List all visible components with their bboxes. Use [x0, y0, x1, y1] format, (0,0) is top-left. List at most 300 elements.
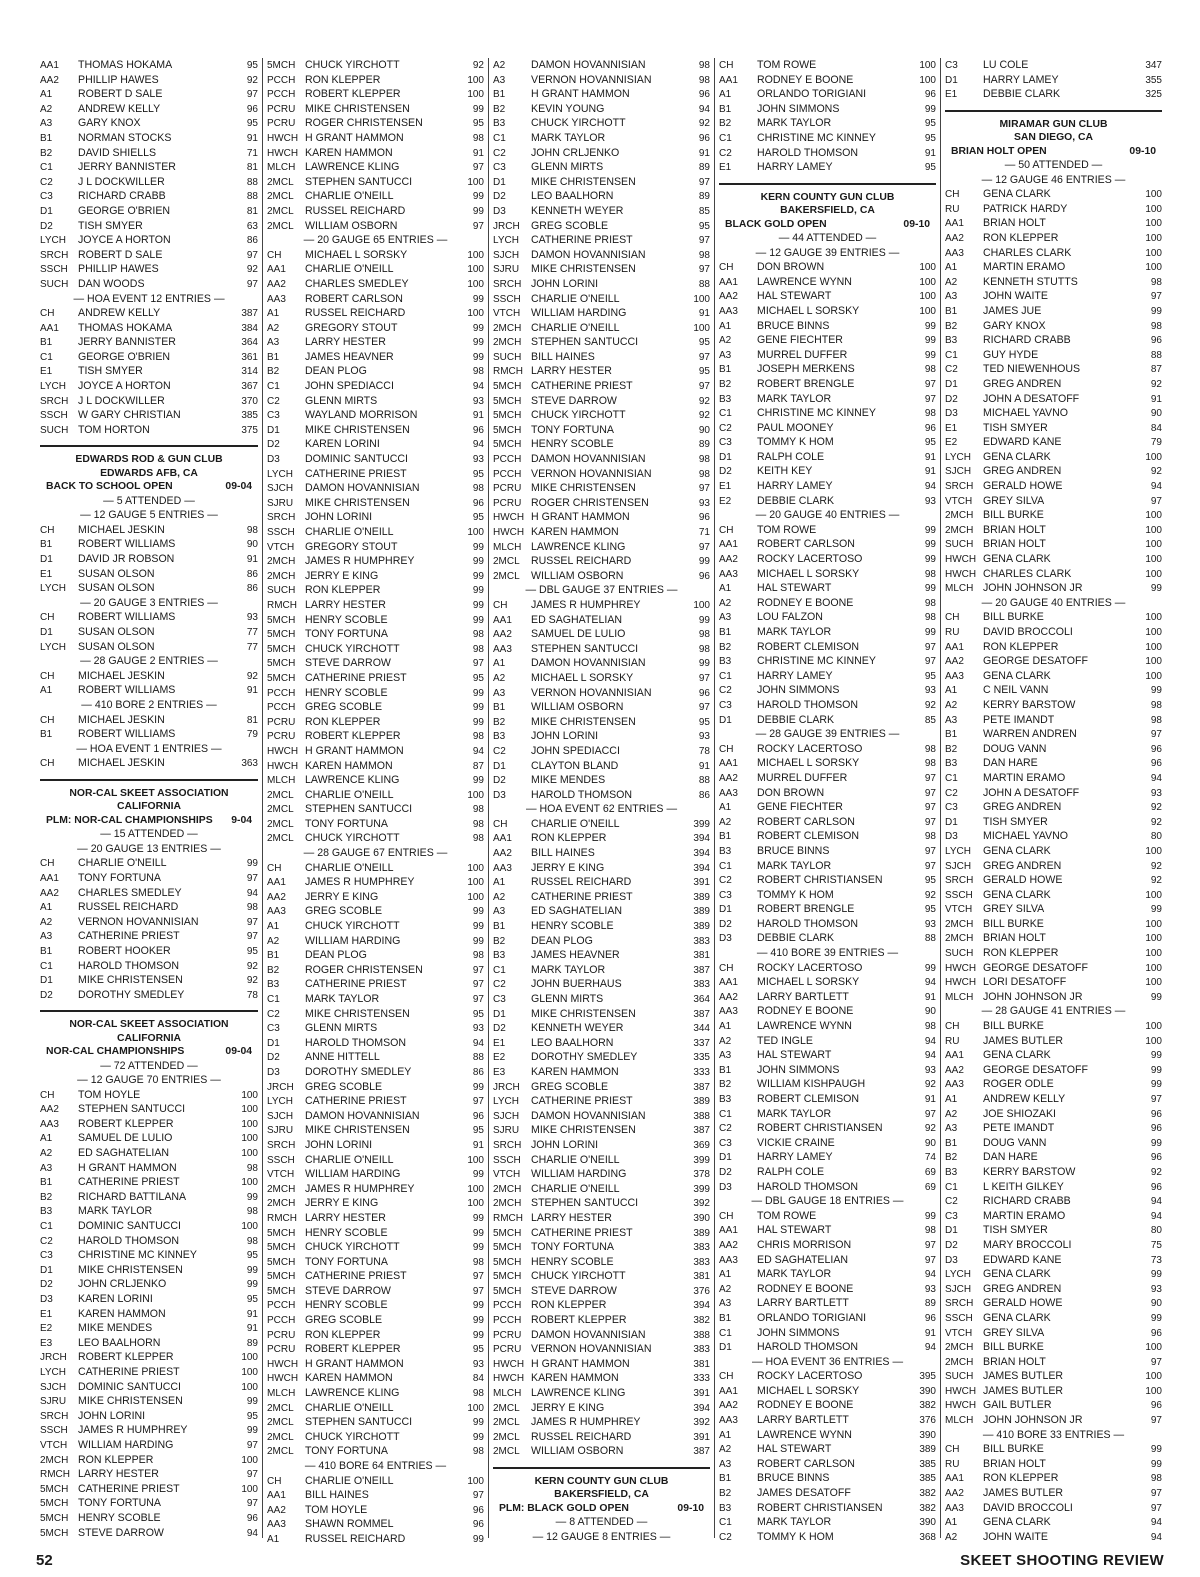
score: 100: [1145, 670, 1162, 682]
score: 97: [472, 979, 484, 991]
score: 100: [467, 249, 484, 261]
score: 99: [472, 1329, 484, 1341]
class-label: D1: [945, 74, 958, 86]
class-label: MLCH: [493, 1388, 522, 1400]
score: 387: [693, 1008, 710, 1020]
result-row: [267, 656, 484, 671]
class-label: CH: [719, 743, 734, 755]
class-label: SRCH: [40, 1410, 69, 1422]
score: 96: [1150, 1123, 1162, 1135]
result-row: [40, 1467, 258, 1482]
class-label: B2: [719, 641, 732, 653]
class-label: SRCH: [945, 481, 974, 493]
result-row: [267, 189, 484, 204]
score: 97: [472, 658, 484, 670]
class-label: A2: [719, 1444, 732, 1456]
shooter-name: STEVE DARROW: [531, 1284, 617, 1297]
result-row: [40, 1292, 258, 1307]
class-label: AA1: [945, 1473, 964, 1485]
score: 98: [472, 366, 484, 378]
shooter-name: RICHARD CRABB: [983, 334, 1071, 347]
class-label: C2: [493, 745, 506, 757]
result-row: [267, 306, 484, 321]
shooter-name: TOM ROWE: [757, 1209, 817, 1222]
result-row: [267, 642, 484, 657]
class-label: PCRU: [493, 483, 522, 495]
result-row: [719, 1326, 936, 1341]
score: 92: [1150, 802, 1162, 814]
shooter-name: KAREN LORINI: [78, 1293, 153, 1305]
shooter-name: JOHN SIMMONS: [757, 684, 840, 697]
score: 100: [467, 527, 484, 538]
shooter-name: JOHN BUERHAUS: [531, 978, 622, 991]
score: 100: [241, 1352, 258, 1364]
score: 100: [919, 291, 936, 303]
shooter-name: MARK TAYLOR: [531, 963, 606, 976]
score: 375: [241, 424, 258, 436]
result-row: [267, 992, 484, 1007]
result-row: [945, 1515, 1162, 1530]
score: 97: [698, 176, 710, 188]
class-label: VTCH: [267, 541, 295, 553]
result-row: [719, 1515, 936, 1530]
shooter-name: JAMES BUTLER: [983, 1487, 1064, 1500]
score: 100: [1145, 1035, 1162, 1047]
shooter-name: DEAN PLOG: [305, 949, 367, 962]
shooter-name: GENA CLARK: [983, 553, 1051, 566]
result-row: [719, 406, 936, 421]
event-section-heading: — 12 GAUGE 70 ENTRIES —: [77, 1074, 221, 1087]
shooter-name: JAMES BUTLER: [983, 1370, 1064, 1383]
shooter-name: MARTIN ERAMO: [983, 771, 1066, 784]
shooter-name: HENRY SCOBLE: [531, 920, 614, 933]
score: 92: [1150, 1166, 1162, 1178]
shooter-name: HENRY SCOBLE: [305, 1299, 388, 1312]
shooter-name: DAVID JR ROBSON: [78, 553, 175, 566]
shooter-name: RON KLEPPER: [305, 584, 381, 597]
result-row: [493, 656, 710, 671]
result-row: [945, 844, 1162, 859]
class-label: B1: [719, 103, 732, 115]
score: 100: [467, 89, 484, 101]
score: 99: [472, 614, 484, 626]
class-label: C3: [493, 162, 506, 174]
score: 100: [241, 1221, 258, 1233]
shooter-name: GEORGE DESATOFF: [983, 961, 1088, 974]
score: 92: [1150, 860, 1162, 872]
shooter-name: CHARLIE O'NEILL: [531, 292, 620, 305]
result-row: [493, 321, 710, 336]
shooter-name: DAMON HOVANNISIAN: [531, 1328, 646, 1341]
shooter-name: JOYCE A HORTON: [78, 234, 171, 247]
shooter-name: TISH SMYER: [983, 815, 1048, 828]
shoot-title-row: [719, 218, 936, 231]
score: 98: [924, 597, 936, 609]
score: 97: [472, 1096, 484, 1108]
shooter-name: MICHAEL YAVNO: [983, 407, 1068, 420]
shooter-name: ROBERT WILLIAMS: [78, 684, 176, 697]
shooter-name: VERNON HOVANNISIAN: [531, 467, 652, 480]
shooter-name: MARK TAYLOR: [757, 392, 832, 405]
shooter-name: TOMMY K HOM: [757, 1530, 834, 1543]
result-row: [493, 773, 710, 788]
shooter-name: BILL BURKE: [983, 509, 1044, 522]
result-row: [945, 537, 1162, 552]
class-label: SJCH: [945, 466, 972, 478]
result-row: [719, 567, 936, 582]
score: 99: [1150, 583, 1162, 595]
shoot-date: 09-10: [903, 218, 930, 230]
class-label: SSCH: [945, 889, 973, 901]
class-label: SUCH: [40, 424, 69, 436]
result-row: [493, 992, 710, 1007]
class-label: LYCH: [945, 845, 971, 857]
score: 99: [924, 103, 936, 115]
shooter-name: HAROLD THOMSON: [757, 917, 859, 930]
shooter-name: ROGER ODLE: [983, 1078, 1054, 1091]
shooter-name: KENNETH STUTTS: [983, 275, 1078, 288]
shooter-name: DON BROWN: [757, 786, 825, 799]
score: 97: [472, 1271, 484, 1283]
score: 63: [246, 220, 258, 232]
score: 390: [919, 1429, 936, 1441]
result-row: [945, 654, 1162, 669]
shooter-name: H GRANT HAMMON: [531, 88, 630, 101]
class-label: A3: [719, 1298, 732, 1310]
shooter-name: JOYCE A HORTON: [78, 380, 171, 393]
class-label: C3: [493, 994, 506, 1005]
shooter-name: BILL HAINES: [305, 1489, 369, 1502]
result-row: [945, 362, 1162, 377]
class-label: B1: [493, 921, 506, 933]
result-row: [267, 1226, 484, 1241]
shooter-name: RICHARD CRABB: [78, 190, 166, 203]
shooter-name: LORI DESATOFF: [983, 976, 1067, 989]
shooter-name: CATHERINE PRIEST: [78, 1482, 180, 1495]
class-label: AA1: [945, 641, 964, 653]
result-row: [267, 204, 484, 219]
shooter-name: LARRY HESTER: [305, 336, 386, 349]
score: 98: [698, 643, 710, 655]
result-row: [267, 802, 484, 817]
score: 394: [693, 833, 710, 845]
class-label: D3: [719, 1181, 732, 1193]
result-row: [493, 715, 710, 730]
shooter-name: HENRY SCOBLE: [78, 1511, 161, 1524]
class-label: 2MCH: [493, 1183, 522, 1195]
shooter-name: CATHERINE PRIEST: [305, 671, 407, 684]
shooter-name: GENA CLARK: [983, 888, 1051, 901]
shooter-name: CHARLIE O'NEILL: [531, 321, 620, 334]
shooter-name: CATHERINE PRIEST: [305, 467, 407, 480]
class-label: A2: [719, 1035, 732, 1047]
result-row: [719, 1398, 936, 1413]
result-row: [493, 379, 710, 394]
shooter-name: WILLIAM HARDING: [531, 1168, 627, 1181]
shooter-name: MIKE CHRISTENSEN: [531, 1124, 636, 1137]
score: 382: [919, 1488, 936, 1500]
class-label: HWCH: [493, 1358, 525, 1370]
result-row: [40, 1190, 258, 1205]
score: 99: [1150, 1444, 1162, 1456]
class-label: 5MCH: [40, 1483, 69, 1495]
class-label: HWCH: [945, 554, 977, 566]
result-row: [267, 744, 484, 759]
result-row: [719, 1530, 936, 1545]
shooter-name: VERNON HOVANNISIAN: [531, 73, 652, 86]
result-row: [719, 1209, 936, 1224]
result-row: [719, 581, 936, 596]
class-label: AA1: [719, 977, 738, 989]
score: 100: [1145, 189, 1162, 201]
class-label: SJCH: [945, 860, 972, 872]
score: 89: [246, 1337, 258, 1349]
class-label: AA2: [267, 891, 286, 903]
result-row: [493, 846, 710, 861]
shooter-name: JOHN LORINI: [305, 1138, 373, 1151]
score: 95: [472, 672, 484, 684]
shoot-title-row: [945, 145, 1162, 158]
shooter-name: ROBERT CHRISTIANSEN: [757, 1122, 883, 1135]
class-label: A2: [493, 60, 506, 71]
shooter-name: HAROLD THOMSON: [531, 788, 633, 801]
result-row: [945, 289, 1162, 304]
score: 97: [246, 1469, 258, 1481]
score: 78: [698, 745, 710, 757]
shooter-name: JAMES R HUMPHREY: [305, 1182, 415, 1195]
shooter-name: GENA CLARK: [983, 669, 1051, 682]
result-row: [493, 1401, 710, 1416]
class-label: A3: [493, 906, 506, 918]
result-row: [267, 364, 484, 379]
class-label: B3: [719, 845, 732, 857]
score: 376: [693, 1285, 710, 1297]
shooter-name: GENE FIECHTER: [757, 801, 843, 814]
score: 391: [693, 1431, 710, 1443]
shooter-name: ROBERT HOOKER: [78, 944, 171, 957]
score: 99: [1150, 1079, 1162, 1091]
shooter-name: MICHAEL L SORSKY: [757, 976, 860, 989]
result-row: [493, 569, 710, 584]
result-row: [40, 1219, 258, 1234]
result-row: [719, 1428, 936, 1443]
result-row: [493, 1430, 710, 1445]
score: 99: [472, 1533, 484, 1545]
shooter-name: HAL STEWART: [757, 1443, 832, 1456]
shooter-name: CHUCK YIRCHOTT: [531, 117, 626, 130]
result-row: [945, 1326, 1162, 1341]
class-label: AA2: [40, 74, 59, 86]
score: 367: [241, 381, 258, 393]
score: 96: [472, 424, 484, 436]
class-label: D3: [945, 1254, 958, 1266]
score: 333: [693, 1066, 710, 1078]
result-row: [267, 58, 484, 73]
class-label: 2MCH: [267, 556, 296, 568]
score: 95: [246, 60, 258, 71]
class-label: AA1: [267, 1490, 286, 1502]
club-header: [40, 779, 258, 827]
result-row: [945, 392, 1162, 407]
result-row: [719, 815, 936, 830]
class-label: HWCH: [267, 132, 299, 144]
shooter-name: JOHN A DESATOFF: [983, 392, 1080, 405]
result-row: [40, 1336, 258, 1351]
result-row: [945, 1180, 1162, 1195]
class-label: C2: [945, 364, 958, 376]
shooter-name: RODNEY E BOONE: [757, 1282, 854, 1295]
shooter-name: GUY HYDE: [983, 348, 1039, 361]
shooter-name: RICHARD CRABB: [983, 1195, 1071, 1208]
results-column: [36, 58, 262, 1538]
score: 96: [1150, 1108, 1162, 1120]
shooter-name: LOU FALZON: [757, 611, 823, 624]
shooter-name: MARY BROCCOLI: [983, 1238, 1072, 1251]
shooter-name: CHUCK YIRCHOTT: [305, 1430, 400, 1443]
result-row: [945, 275, 1162, 290]
event-section-heading: — 20 GAUGE 13 ENTRIES —: [77, 842, 221, 855]
score: 387: [693, 1446, 710, 1458]
class-label: D2: [493, 775, 506, 787]
class-label: D3: [40, 1294, 53, 1305]
score: 100: [1145, 218, 1162, 230]
shooter-name: W GARY CHRISTIAN: [78, 409, 181, 422]
class-label: SRCH: [945, 875, 974, 887]
score: 95: [472, 1125, 484, 1137]
class-label: AA3: [719, 1006, 738, 1018]
score: 91: [246, 1308, 258, 1320]
class-label: PCRU: [267, 716, 296, 728]
class-label: LYCH: [945, 1269, 971, 1281]
result-row: [40, 1423, 258, 1438]
result-row: [493, 496, 710, 511]
shooter-name: GAIL BUTLER: [983, 1399, 1052, 1412]
class-label: C1: [40, 1221, 53, 1233]
shooter-name: CATHERINE PRIEST: [305, 1095, 407, 1108]
shooter-name: DOROTHY SMEDLEY: [305, 1065, 412, 1078]
class-label: LYCH: [40, 1366, 66, 1378]
result-row: [40, 567, 258, 582]
event-section-heading: — HOA EVENT 36 ENTRIES —: [751, 1355, 904, 1368]
score: 100: [919, 305, 936, 317]
shooter-name: GEORGE DESATOFF: [983, 655, 1088, 668]
result-row: [493, 948, 710, 963]
score: 97: [246, 1498, 258, 1510]
class-label: C3: [267, 1023, 280, 1035]
result-row: [40, 1394, 258, 1409]
shooter-name: L KEITH GILKEY: [983, 1180, 1064, 1193]
class-label: AA2: [267, 1504, 286, 1516]
result-row: [267, 963, 484, 978]
shooter-name: GREY SILVA: [983, 494, 1045, 507]
score: 69: [924, 1166, 936, 1178]
score: 94: [924, 1050, 936, 1062]
event-section-heading: — 5 ATTENDED —: [103, 494, 195, 507]
result-row: [40, 929, 258, 944]
shooter-name: MIKE CHRISTENSEN: [531, 175, 636, 188]
result-row: [40, 640, 258, 655]
score: 364: [693, 994, 710, 1005]
result-row: [493, 1298, 710, 1313]
score: 94: [1150, 481, 1162, 493]
class-label: CH: [719, 262, 734, 274]
result-row: [719, 713, 936, 728]
class-label: B2: [719, 1488, 732, 1500]
class-label: 2MCH: [267, 570, 296, 582]
score: 88: [246, 191, 258, 203]
class-label: 5MCH: [267, 1285, 296, 1297]
result-row: [493, 175, 710, 190]
club-name: NOR-CAL SKEET ASSOCIATION: [69, 1019, 229, 1031]
shooter-name: MICHAEL JESKIN: [78, 669, 165, 682]
shooter-name: GENA CLARK: [983, 450, 1051, 463]
result-row: [945, 698, 1162, 713]
class-label: B3: [719, 1502, 732, 1514]
score: 93: [924, 918, 936, 930]
shooter-name: MICHAEL JESKIN: [78, 713, 165, 726]
class-label: AA2: [40, 1104, 59, 1116]
shooter-name: GREG ANDREN: [983, 1282, 1062, 1295]
shoot-name: BRIAN HOLT OPEN: [951, 145, 1047, 157]
result-row: [40, 1175, 258, 1190]
shooter-name: JOHN CRLJENKO: [531, 146, 620, 159]
result-row: [267, 1065, 484, 1080]
score: 99: [1150, 1312, 1162, 1324]
shooter-name: ROBERT CARLSON: [305, 292, 403, 305]
result-row: [719, 494, 936, 509]
result-row: [40, 886, 258, 901]
score: 98: [1150, 1473, 1162, 1485]
class-label: AA3: [267, 1519, 286, 1531]
shooter-name: CHUCK YIRCHOTT: [305, 1241, 400, 1254]
shooter-name: TONY FORTUNA: [305, 628, 388, 641]
result-row: [493, 292, 710, 307]
score: 100: [467, 1198, 484, 1210]
result-row: [267, 861, 484, 876]
shooter-name: JAMES R HUMPHREY: [78, 1424, 188, 1437]
class-label: D1: [719, 1152, 732, 1164]
result-row: [40, 1277, 258, 1292]
class-label: A2: [945, 1531, 958, 1543]
score: 99: [1150, 1050, 1162, 1062]
class-label: A3: [493, 687, 506, 699]
shooter-name: RODNEY E BOONE: [757, 73, 854, 86]
class-label: A1: [493, 658, 506, 670]
shooter-name: JOHN SIMMONS: [757, 102, 840, 115]
result-row: [493, 1371, 710, 1386]
class-label: D2: [493, 1023, 506, 1035]
score: 99: [472, 1315, 484, 1327]
class-label: AA3: [719, 787, 738, 799]
score: 93: [924, 495, 936, 507]
shooter-name: TOM ROWE: [757, 523, 817, 536]
result-row: [719, 421, 936, 436]
shooter-name: GREG ANDREN: [983, 801, 1062, 814]
shooter-name: JOHN SIMMONS: [757, 1326, 840, 1339]
class-label: HWCH: [945, 962, 977, 974]
result-row: [40, 756, 258, 771]
result-row: [945, 187, 1162, 202]
result-row: [493, 364, 710, 379]
shooter-name: JAMES DESATOFF: [757, 1487, 851, 1500]
result-row: [493, 116, 710, 131]
shooter-name: BILL BURKE: [983, 1341, 1044, 1354]
class-label: RU: [945, 627, 960, 638]
class-label: C2: [267, 1008, 280, 1020]
shooter-name: GREG SCOBLE: [305, 905, 383, 918]
class-label: A2: [493, 891, 506, 903]
result-row: [945, 800, 1162, 815]
